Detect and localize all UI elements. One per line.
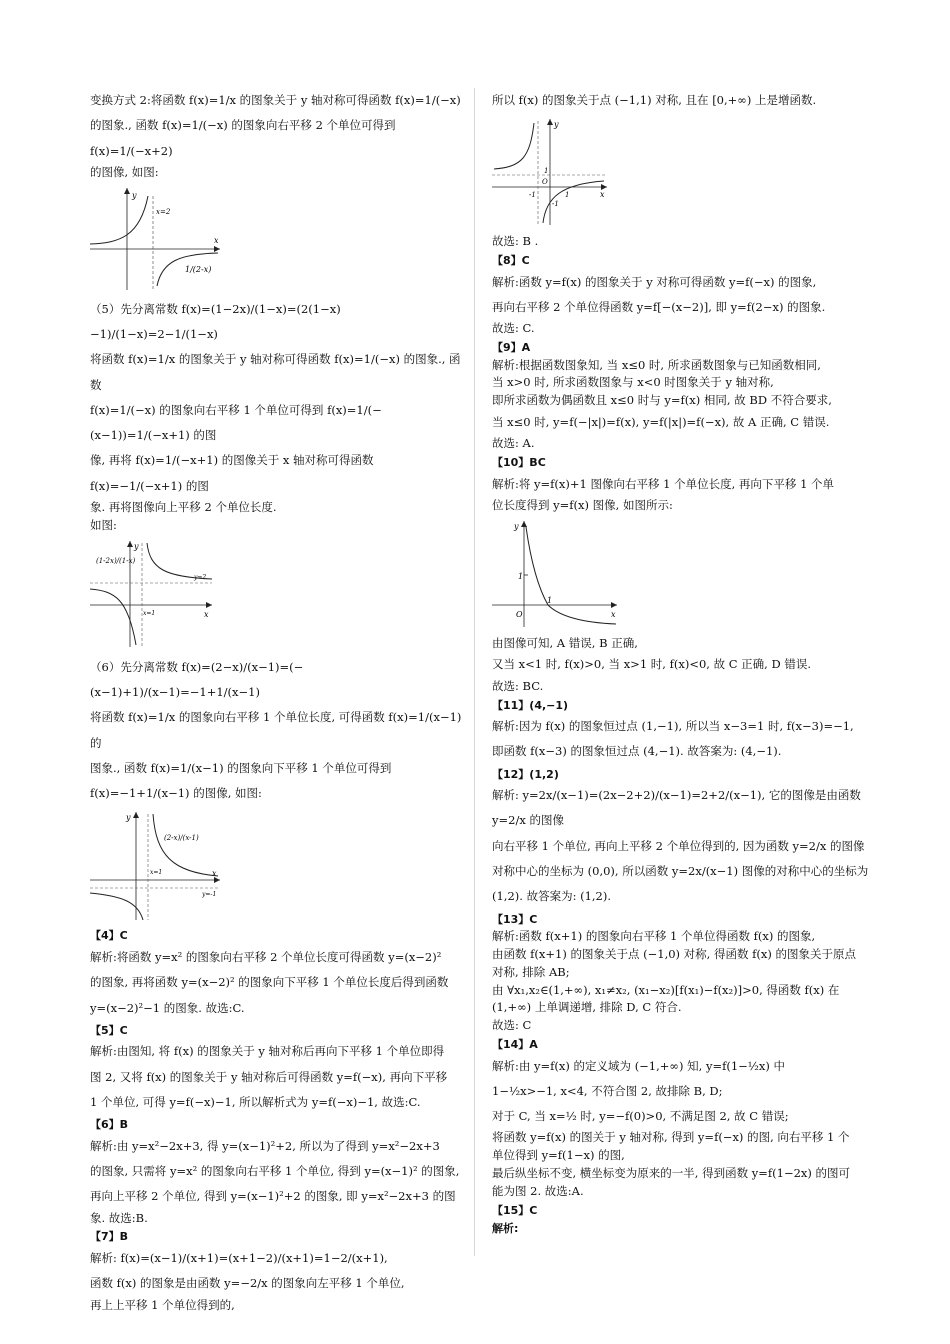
tick-label-x-neg1: -1	[529, 191, 536, 200]
text-line: 又当 x<1 时, f(x)>0, 当 x>1 时, f(x)<0, 故 C 正确, D 错误.	[492, 657, 812, 672]
text-line: （6）先分离常数 f(x)=(2−x)/(x−1)=(−(x−1)+1)/(x−1)=−1+1/(x−1)	[90, 659, 304, 699]
tick-label-1: 1	[544, 167, 549, 176]
answer-heading-9: 【9】A	[492, 341, 531, 355]
tick-label-neg1: -1	[552, 200, 559, 209]
text-line: 象. 再将图像向上平移 2 个单位长度.	[90, 500, 277, 515]
x-axis-label: x	[611, 609, 616, 619]
text-line: 位长度得到 y=f(x) 图像, 如图所示:	[492, 497, 673, 512]
text-line: 解析:函数 y=f(x) 的图象关于 y 对称可得函数 y=f(−x) 的图象,	[492, 274, 817, 289]
answer-heading-5: 【5】C	[90, 1023, 128, 1037]
text-line: 解析:函数 f(x+1) 的图象向右平移 1 个单位得函数 f(x) 的图象,	[492, 929, 816, 944]
curve	[526, 527, 616, 624]
text-line: 即函数 f(x−3) 的图象恒过点 (4,−1). 故答案为: (4,−1).	[492, 744, 782, 759]
text-line: 函数 f(x) 的图象是由函数 y=−2/x 的图象向左平移 1 个单位,	[90, 1276, 405, 1291]
text-line: 当 x≤0 时, y=f(−|x|)=f(x), y=f(|x|)=f(−x), 故 A 正确, C 错误.	[492, 414, 830, 429]
text-line: 的图象., 函数 f(x)=1/(−x) 的图象向右平移 2 个单位可得到 f(x)=1/(−x+2)	[90, 118, 396, 158]
text-line: 解析:由 y=x²−2x+3, 得 y=(x−1)²+2, 所以为了得到 y=x²−2x+3	[90, 1138, 440, 1153]
curve-branch-left	[90, 589, 136, 645]
answer-heading-12: 【12】(1,2)	[492, 767, 559, 781]
text-line: 图象., 函数 f(x)=1/(x−1) 的图象向下平移 1 个单位可得到	[90, 760, 392, 775]
text-line: 的图象, 再将函数 y=(x−2)² 的图象向下平移 1 个单位长度后得到函数	[90, 975, 449, 990]
text-line: (1,+∞) 上单调递增, 排除 D, C 符合.	[492, 1000, 682, 1015]
curve-label: (2-x)/(x-1)	[164, 834, 199, 843]
asymptote-label: x=2	[156, 207, 171, 216]
text-line: 故选: C.	[492, 321, 535, 336]
curve-branch-left	[494, 123, 534, 169]
figure-graph-1	[90, 186, 225, 291]
x-axis-label: x	[600, 190, 605, 200]
left-column	[90, 88, 462, 1314]
answer-heading-10: 【10】BC	[492, 456, 546, 470]
right-column	[492, 88, 872, 1238]
text-line: 解析: f(x)=(x−1)/(x+1)=(x+1−2)/(x+1)=1−2/(x+1),	[90, 1250, 388, 1265]
curve-label: (1-2x)/(1-x)	[96, 556, 136, 565]
text-line: 单位得到 y=f(1−x) 的图,	[492, 1148, 625, 1163]
y-axis-label: y	[134, 541, 139, 551]
column-divider	[474, 88, 475, 1256]
text-line: 象. 故选:B.	[90, 1210, 148, 1225]
y-axis-label: y	[132, 190, 137, 200]
text-line: 像, 再将 f(x)=1/(−x+1) 的图像关于 x 轴对称可得函数 f(x)=−1/(−x+1) 的图	[90, 453, 374, 493]
x-axis-label: x	[212, 869, 217, 879]
figure-graph-3	[90, 810, 225, 922]
origin-label: O	[542, 178, 548, 187]
y-axis-label: y	[514, 521, 519, 531]
text-line: 当 x>0 时, 所求函数图象与 x<0 时图象关于 y 轴对称,	[492, 375, 774, 390]
text-line: 对于 C, 当 x=½ 时, y=−f(0)>0, 不满足图 2, 故 C 错误;	[492, 1109, 789, 1124]
tick-label-y1: 1	[518, 571, 524, 581]
text-line: 的图像, 如图:	[90, 164, 159, 179]
text-line: 即所求函数为偶函数且 x≤0 时与 y=f(x) 相同, 故 BD 不符合要求,	[492, 393, 832, 408]
answer-heading-13: 【13】C	[492, 912, 538, 926]
text-line: 的图象, 只需将 y=x² 的图象向右平移 1 个单位, 得到 y=(x−1)² 的图象,	[90, 1164, 460, 1179]
answer-heading-7: 【7】B	[90, 1230, 129, 1244]
text-line: 故选: BC.	[492, 678, 544, 693]
text-line: 将函数 f(x)=1/x 的图象向右平移 1 个单位长度, 可得函数 f(x)=1/(x−1) 的	[90, 710, 462, 750]
text-line: 解析: y=2x/(x−1)=(2x−2+2)/(x−1)=2+2/(x−1), 它的图像是由函数 y=2/x 的图像	[492, 788, 861, 828]
figure-graph-2	[90, 539, 215, 649]
curve-label: 1/(2-x)	[185, 264, 212, 274]
answer-heading-15: 【15】C	[492, 1203, 538, 1217]
text-line: 图 2, 又将 f(x) 的图象关于 y 轴对称后可得函数 y=f(−x), 再向下平移	[90, 1069, 448, 1084]
vasym-label: x=1	[143, 609, 156, 617]
text-line: y=(x−2)²−1 的图象. 故选:C.	[90, 1000, 245, 1015]
text-line: 如图:	[90, 517, 117, 532]
text-line: 对称, 排除 AB;	[492, 964, 570, 979]
text-line: f(x)=1/(−x) 的图象向右平移 1 个单位可得到 f(x)=1/(−(x−1))=1/(−x+1) 的图	[90, 402, 382, 443]
text-line: 故选: A.	[492, 436, 535, 451]
text-line: 1−½x>−1, x<4, 不符合图 2, 故排除 B, D;	[492, 1083, 723, 1098]
text-line: 由函数 f(x+1) 的图象关于点 (−1,0) 对称, 得函数 f(x) 的图象关于原点	[492, 946, 857, 961]
vasym-label: x=1	[150, 869, 163, 877]
text-line: f(x)=−1+1/(x−1) 的图像, 如图:	[90, 786, 262, 801]
text-line: 故选: C	[492, 1018, 532, 1033]
figure-graph-4	[492, 117, 612, 227]
text-line: 再向右平移 2 个单位得函数 y=f[−(x−2)], 即 y=f(2−x) 的图象.	[492, 299, 826, 314]
text-line: 最后纵坐标不变, 横坐标变为原来的一半, 得到函数 y=f(1−2x) 的图可	[492, 1166, 851, 1181]
y-axis-label: y	[554, 120, 559, 130]
text-line: 对称中心的坐标为 (0,0), 所以函数 y=2x/(x−1) 图像的对称中心的坐标为	[492, 864, 869, 879]
curve-branch-left	[90, 196, 148, 244]
hasym-label: y=2	[194, 573, 207, 581]
curve-branch-left	[90, 893, 143, 920]
text-line: 解析:由 y=f(x) 的定义域为 (−1,+∞) 知, y=f(1−½x) 中	[492, 1058, 786, 1073]
x-axis-label: x	[214, 235, 219, 245]
text-line: 再上上平移 1 个单位得到的,	[90, 1297, 235, 1312]
text-line: 所以 f(x) 的图象关于点 (−1,1) 对称, 且在 [0,+∞) 上是增函数.	[492, 93, 817, 107]
text-line: 由图像可知, A 错误, B 正确,	[492, 635, 638, 650]
tick-label-x1: 1	[547, 595, 553, 605]
text-line: 能为图 2. 故选:A.	[492, 1183, 584, 1198]
text-line: 解析:因为 f(x) 的图象恒过点 (1,−1), 所以当 x−3=1 时, f(x−3)=−1,	[492, 719, 854, 734]
text-line: 解析:根据函数图象知, 当 x≤0 时, 所求函数图象与已知函数相同,	[492, 357, 821, 372]
origin-label: O	[516, 609, 523, 619]
text-line: 解析:	[492, 1222, 519, 1236]
curve-branch-right	[153, 814, 218, 879]
text-line: 由 ∀x₁,x₂∈(1,+∞), x₁≠x₂, (x₁−x₂)[f(x₁)−f(x₂)]>0, 得函数 f(x) 在	[492, 982, 840, 997]
hasym-label: y=-1	[202, 891, 217, 899]
text-line: (1,2). 故答案为: (1,2).	[492, 889, 612, 904]
text-line: 将函数 f(x)=1/x 的图象关于 y 轴对称可得函数 f(x)=1/(−x) 的图象., 函数	[90, 352, 461, 392]
text-line: 1 个单位, 可得 y=f(−x)−1, 所以解析式为 y=f(−x)−1, 故选:C.	[90, 1094, 421, 1109]
answer-heading-14: 【14】A	[492, 1038, 538, 1052]
text-line: 故选: B .	[492, 234, 539, 249]
text-line: 解析:将函数 y=x² 的图象向右平移 2 个单位长度可得函数 y=(x−2)²	[90, 949, 442, 964]
x-axis-label: x	[204, 609, 209, 619]
text-line: （5）先分离常数 f(x)=(1−2x)/(1−x)=(2(1−x)−1)/(1−x)=2−1/(1−x)	[90, 301, 341, 341]
text-line: 将函数 y=f(x) 的图关于 y 轴对称, 得到 y=f(−x) 的图, 向右平移 1 个	[492, 1130, 850, 1145]
text-line: 变换方式 2:将函数 f(x)=1/x 的图象关于 y 轴对称可得函数 f(x)=1/(−x)	[90, 93, 461, 107]
y-axis-label: y	[126, 813, 131, 823]
text-line: 向右平移 1 个单位, 再向上平移 2 个单位得到的, 因为函数 y=2/x 的图像	[492, 838, 865, 853]
answer-heading-8: 【8】C	[492, 254, 530, 268]
text-line: 解析:将 y=f(x)+1 图像向右平移 1 个单位长度, 再向下平移 1 个单	[492, 476, 835, 491]
answer-heading-4: 【4】C	[90, 929, 128, 943]
text-line: 再向上平移 2 个单位, 得到 y=(x−1)²+2 的图象, 即 y=x²−2x+3 的图	[90, 1189, 456, 1204]
answer-heading-11: 【11】(4,−1)	[492, 698, 569, 712]
tick-label-x-1: 1	[565, 191, 570, 200]
answer-heading-6: 【6】B	[90, 1118, 129, 1132]
figure-graph-5	[492, 519, 622, 629]
text-line: 解析:由图知, 将 f(x) 的图象关于 y 轴对称后再向下平移 1 个单位即得	[90, 1044, 445, 1059]
